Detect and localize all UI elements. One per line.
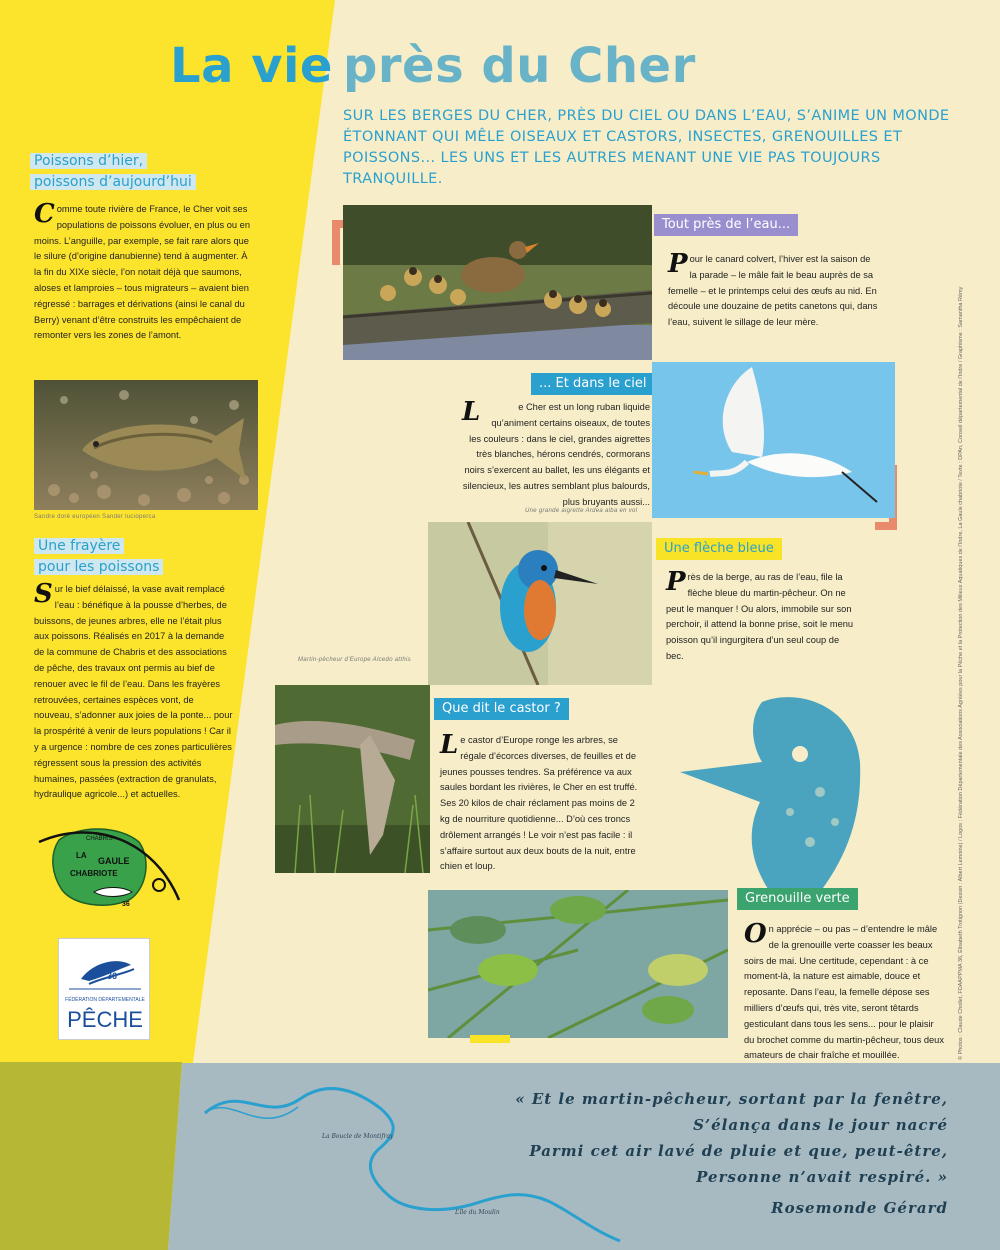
quote-line3: Parmi cet air lavé de pluie et que, peut-être, [529,1142,948,1160]
text-poissons-body: omme toute rivière de France, le Cher voit ses populations de poissons évoluer, en plus ou en moins. L’anguille, par exemple, se fait rare alors que le silure (d’origine danubienne) tend à augmenter. À la fin du XIXe siècle, l’on notait déjà que saumons, aloses et lamproies – tous migrateurs – avaient bien régressé : barrages et dérivations (ainsi le canal du Berry) venant d’être construits les empêchaient de remonter vers les zones de l’amont. [34,204,251,341]
logo-gauge-num: 36 [122,901,130,908]
caption-martin: Martin-pêcheur d’Europe Alcedo atthis [298,657,411,663]
logo-peche-line1: FÉDÉRATION DÉPARTEMENTALE [65,997,145,1003]
heading-poissons-line1: Poissons d’hier, [30,153,147,169]
tag-ciel: ... Et dans le ciel [531,373,654,395]
caption-sandre: Sandre doré européen Sander lucioperca [34,514,156,520]
photo-credits [958,286,968,1060]
heading-frayere-line1: Une frayère [34,538,124,554]
logo-gauge-line1: LA [76,851,87,860]
map-label-ile: L’île du Moulin [455,1209,500,1216]
quote-line4: Personne n’avait respiré. » [696,1168,948,1186]
drop-cap: P [668,249,688,279]
text-grenouille-body: n apprécie – ou pas – d’entendre le mâle de la grenouille verte coasser les beaux soirs de mai. Une certitude, cependant : à ce moment-là, la nature est aimable, douce et reposante. Dans l’eau, la femelle dépose ses milliers d’œufs qui, très vite, seront têtards gesticulant dans tous les sens... pour le plaisir du brochet comme du martin-pêcheur, tous deux amateurs de chair fraîche et mouillée. [744,924,944,1061]
heading-poissons [30,150,230,192]
photo-sandre [34,380,258,510]
heading-frayere [34,535,234,577]
drop-cap: O [744,919,767,949]
quote-line1: « Et le martin-pêcheur, sortant par la fenêtre, [515,1090,948,1108]
text-eau [668,249,878,331]
text-ciel-body: e Cher est un long ruban liquide qu’animent certains oiseaux, de toutes les couleurs : dans le ciel, grandes aigrettes très blanches, hérons cendrés, cormorans noirs s’exercent au ballet, les uns élégants et silencieux, les autres semblant plus balourds, plus bruyants aussi... [462,402,650,507]
logo-gauge-top: CHABRIS [86,836,113,842]
logo-peche-num: 36 [107,971,118,981]
kingfisher-silhouette [650,682,870,897]
heading-poissons-line2: poissons d’aujourd’hui [30,174,196,190]
credits-text: © Photos : Claude Chollet, FDAAPPMA 36, Élisabeth Trotignon (Dessin : Albert Lemoine) / Logos : Fédération Départementale des Associations Agréées pour la Pêche et la Protection des Milieux Aquatiques de l’Indre, La Gaule chabriote / Texte : DPAn, Conseil départemental de l’Indre / Graphisme : Samantha Rémy [958,286,964,1060]
drop-cap: L [462,397,481,427]
quote-block [515,1086,948,1190]
tag-eau: Tout près de l’eau... [654,214,798,236]
text-fleche [666,567,856,665]
text-frayere [34,579,234,803]
logo-gaule-chabriote [34,820,184,910]
logo-gauge-line2: GAULE [98,856,130,866]
logo-peche-word: PÊCHE [67,1007,143,1032]
tag-grenouille: Grenouille verte [737,888,858,910]
text-castor [440,730,640,875]
intro-text: SUR LES BERGES DU CHER, PRÈS DU CIEL OU DANS L’EAU, S’ANIME UN MONDE ÉTONNANT QUI MÊLE OISEAUX ET CASTORS, INSECTES, GRENOUILLES ET POISSONS... LES UNS ET LES AUTRES MENANT UNE VIE PAS TOUJOURS TRANQUILLE. [343,108,950,187]
text-castor-body: e castor d’Europe ronge les arbres, se régale d’écorces diverses, de feuilles et de jeunes pousses tendres. Sa préférence va aux saules bordant les rivières, le Cher en est truffé. Ses 20 kilos de chair réclament pas moins de 2 kg de nourriture quotidienne... D’où ces troncs drôlement arrangés ! Le voir n’est pas facile : il s’affaire surtout aux deux bouts de la nuit, entre chien et loup. [440,735,638,872]
accent-bracket-grenouille [420,880,510,1045]
logo-federation-peche [58,938,150,1040]
tag-castor: Que dit le castor ? [434,698,569,720]
text-grenouille [744,919,944,1064]
photo-canards [343,205,652,360]
text-fleche-body: rès de la berge, au ras de l’eau, file la flèche bleue du martin-pêcheur. On ne peut le manquer ! Ou alors, immobile sur son perchoir, il attend la bonne prise, soit le menu poisson qu’il ingurgitera d’un seul coup de bec. [666,572,854,661]
quote-line2: S’élança dans le jour nacré [693,1116,948,1134]
text-frayere-body: ur le bief délaissé, la vase avait remplacé l’eau : bénéfique à la pousse d’herbes, de buissons, de jeunes arbres, elle ne l’était plus aux poissons. Réalisés en 2017 à la demande de la commune de Chabris et des associations de pêche, des travaux ont permis au bief de renouer avec le fil de l’eau. Dans les frayères retrouvées, certaines espèces vont, de nouveau, s’adonner aux joies de la ponte... pour la prospérité à venir de leurs populations ! Car il y a urgence : nombre de ces zones particulières régressent sous la pression des activités humaines, passées (extraction de granulats, hydraulique agricole...) et actuelles. [34,584,233,800]
logo-gauge-line3: CHABRIOTE [70,869,118,878]
text-eau-body: our le canard colvert, l’hiver est la saison de la parade – le mâle fait le beau auprès de sa femelle – et le printemps celui des œufs au nid. En découle une douzaine de petits canetons qui, dans l’eau, suivent le sillage de leur mère. [668,254,878,328]
drop-cap: L [440,730,459,760]
drop-cap: S [34,579,53,609]
page-title-part2: près du Cher [343,38,696,94]
page-title-part1: La vie [170,38,333,94]
caption-aigrette: Une grande aigrette Ardea alba en vol [525,508,638,514]
photo-martin-pecheur [428,522,652,685]
text-poissons [34,199,256,344]
drop-cap: P [666,567,686,597]
quote-author: Rosemonde Gérard [771,1199,948,1217]
tag-fleche: Une flèche bleue [656,538,782,560]
photo-castor-arbre [275,685,430,873]
map-label-boucle: La Boucle de Montifray [322,1133,394,1140]
text-ciel [462,397,650,511]
heading-frayere-line2: pour les poissons [34,559,163,575]
drop-cap: C [34,199,55,229]
photo-aigrette [652,362,895,518]
